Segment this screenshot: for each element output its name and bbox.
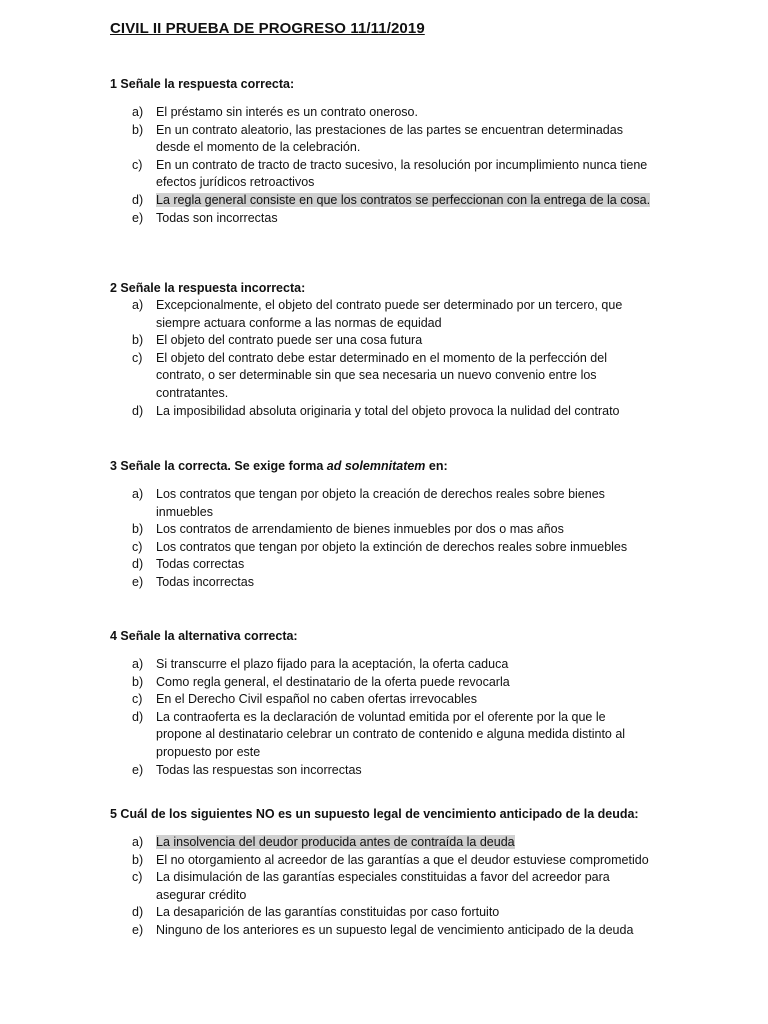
option-letter: e) xyxy=(132,210,144,225)
option-text: La imposibilidad absoluta originaria y total del objeto provoca la nulidad del contrato xyxy=(156,403,620,418)
option-4a[interactable] xyxy=(110,656,652,674)
option-text: La desaparición de las garantías constituidas por caso fortuito xyxy=(156,905,500,920)
question-2 xyxy=(110,280,670,420)
option-letter: e) xyxy=(132,574,144,589)
option-5c[interactable] xyxy=(110,869,652,904)
option-5b[interactable] xyxy=(110,852,652,870)
question-4-prompt: 4 Señale la alternativa correcta: xyxy=(110,629,298,643)
option-letter: e) xyxy=(132,922,144,937)
option-2b[interactable] xyxy=(110,332,652,350)
option-text: Los contratos de arrendamiento de bienes inmuebles por dos o mas años xyxy=(156,522,564,537)
option-letter: c) xyxy=(132,157,143,172)
option-3a[interactable] xyxy=(110,486,652,521)
document-title: CIVIL II PRUEBA DE PROGRESO 11/11/2019 xyxy=(110,20,425,37)
option-letter: e) xyxy=(132,762,144,777)
question-3-options xyxy=(110,486,670,592)
option-letter: a) xyxy=(132,657,144,671)
option-1e[interactable] xyxy=(110,210,652,228)
option-letter: d) xyxy=(132,709,144,724)
option-4c[interactable] xyxy=(110,691,652,709)
question-2-options xyxy=(110,297,670,420)
option-3b[interactable] xyxy=(110,521,652,539)
option-text: En el Derecho Civil español no caben ofertas irrevocables xyxy=(156,692,478,707)
question-5-prompt: 5 Cuál de los siguientes NO es un supuesto legal de vencimiento anticipado de la deuda: xyxy=(110,807,639,821)
option-letter: d) xyxy=(132,192,144,207)
option-letter: d) xyxy=(132,557,144,572)
option-letter: b) xyxy=(132,674,144,689)
option-text: Excepcionalmente, el objeto del contrato puede ser determinado por un tercero, que siempre actuara conforme a las normas de equidad xyxy=(156,298,623,330)
question-1 xyxy=(110,76,670,227)
option-1d[interactable] xyxy=(110,192,652,210)
question-1-options xyxy=(110,104,670,227)
option-5a[interactable] xyxy=(110,834,652,852)
option-text: La contraoferta es la declaración de voluntad emitida por el oferente por la que le propone al destinatario celebrar un contrato de contenido e alguna medida distinto al propuesto por este xyxy=(156,709,626,759)
question-5-options xyxy=(110,834,670,940)
question-3-prompt-italic: ad solemnitatem xyxy=(326,459,426,473)
option-3d[interactable] xyxy=(110,556,652,574)
option-text: Todas correctas xyxy=(156,557,245,572)
question-3-prompt-start: 3 Señale la correcta. Se exige forma xyxy=(110,459,327,473)
question-1-prompt: 1 Señale la respuesta correcta: xyxy=(110,77,295,91)
option-text: El objeto del contrato debe estar determinado en el momento de la perfección del contrato, o ser determinable sin que sea necesaria un nuevo convenio entre los contratantes. xyxy=(156,350,607,400)
question-3-prompt-end: en: xyxy=(425,459,448,473)
option-4d[interactable] xyxy=(110,709,652,762)
option-text: Todas son incorrectas xyxy=(156,210,278,225)
option-text: La disimulación de las garantías especiales constituidas a favor del acreedor para asegurar crédito xyxy=(156,870,610,902)
option-text: Los contratos que tengan por objeto la creación de derechos reales sobre bienes inmuebles xyxy=(156,487,605,519)
option-letter: a) xyxy=(132,835,144,849)
option-text: El objeto del contrato puede ser una cosa futura xyxy=(156,333,423,348)
question-3-prompt xyxy=(110,458,670,475)
option-letter: d) xyxy=(132,403,144,418)
option-text: Como regla general, el destinatario de la oferta puede revocarla xyxy=(156,674,510,689)
option-text: En un contrato aleatorio, las prestaciones de las partes se encuentran determinadas desde el momento de la celebración. xyxy=(156,122,623,155)
option-letter: b) xyxy=(132,852,144,867)
option-5e[interactable] xyxy=(110,922,652,940)
option-5d[interactable] xyxy=(110,904,652,922)
option-4e[interactable] xyxy=(110,762,652,780)
option-letter: c) xyxy=(132,350,143,365)
option-text: El no otorgamiento al acreedor de las garantías a que el deudor estuviese comprometido xyxy=(156,852,649,867)
question-5 xyxy=(110,806,670,940)
option-text: Ninguno de los anteriores es un supuesto legal de vencimiento anticipado de la deuda xyxy=(156,922,634,937)
option-text: Los contratos que tengan por objeto la extinción de derechos reales sobre inmuebles xyxy=(156,539,628,554)
option-text: En un contrato de tracto de tracto sucesivo, la resolución por incumplimiento nunca tiene efectos jurídicos retroactivos xyxy=(156,157,648,190)
option-letter: c) xyxy=(132,870,143,885)
option-letter: b) xyxy=(132,333,144,348)
option-text: Todas las respuestas son incorrectas xyxy=(156,762,362,777)
question-3 xyxy=(110,458,670,592)
option-letter: b) xyxy=(132,522,144,537)
option-2c[interactable] xyxy=(110,350,652,403)
option-text: El préstamo sin interés es un contrato oneroso. xyxy=(156,105,418,119)
option-text: Todas incorrectas xyxy=(156,574,254,589)
option-2d[interactable] xyxy=(110,403,652,421)
option-text: Si transcurre el plazo fijado para la aceptación, la oferta caduca xyxy=(156,657,509,671)
option-letter: a) xyxy=(132,487,144,501)
question-2-prompt: 2 Señale la respuesta incorrecta: xyxy=(110,281,306,295)
option-letter: a) xyxy=(132,105,144,119)
option-3e[interactable] xyxy=(110,574,652,592)
option-1a[interactable] xyxy=(110,104,652,122)
option-letter: c) xyxy=(132,692,143,707)
option-letter: c) xyxy=(132,539,143,554)
option-text-highlighted: La regla general consiste en que los contratos se perfeccionan con la entrega de la cosa. xyxy=(156,192,651,207)
option-letter: a) xyxy=(132,298,144,312)
option-1b[interactable] xyxy=(110,122,652,157)
option-letter: d) xyxy=(132,905,144,920)
question-4 xyxy=(110,628,670,779)
option-1c[interactable] xyxy=(110,157,652,192)
option-letter: b) xyxy=(132,122,144,137)
option-4b[interactable] xyxy=(110,674,652,692)
option-2a[interactable] xyxy=(110,297,652,332)
question-4-options xyxy=(110,656,670,779)
option-3c[interactable] xyxy=(110,539,652,557)
option-text-highlighted: La insolvencia del deudor producida antes de contraída la deuda xyxy=(156,835,515,849)
